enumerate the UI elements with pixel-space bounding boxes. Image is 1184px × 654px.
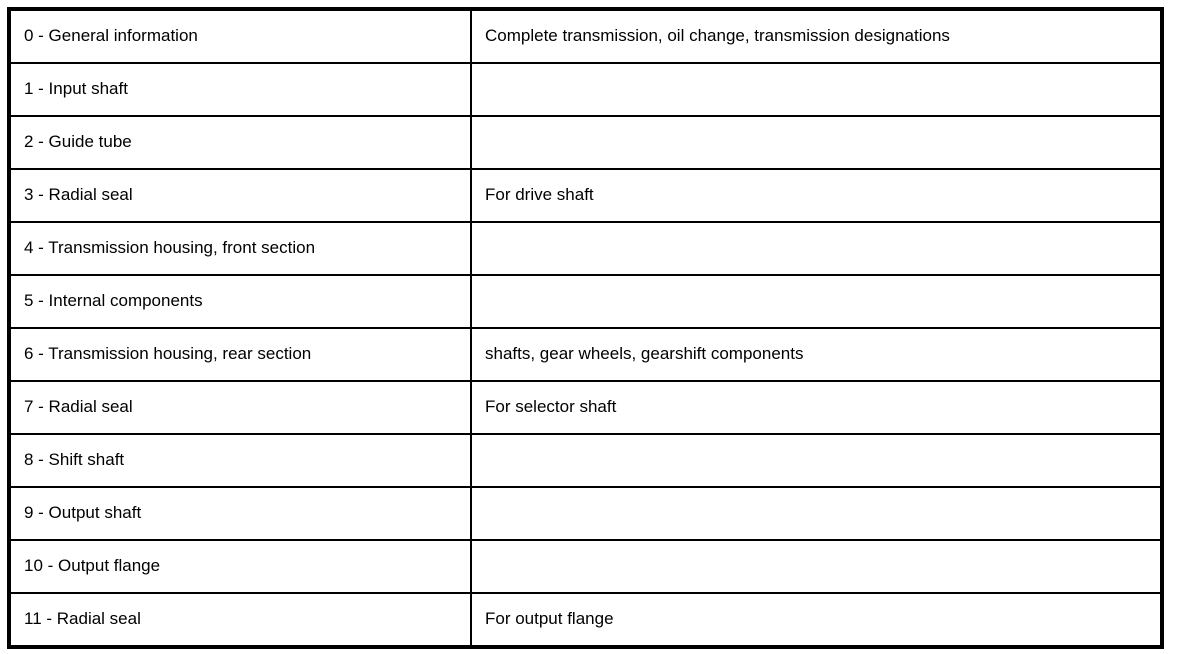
repair-group-cell xyxy=(9,540,471,593)
description-cell xyxy=(471,169,1162,222)
repair-group-cell xyxy=(9,381,471,434)
table-row xyxy=(9,275,1162,328)
description-label: shafts, gear wheels, gearshift components xyxy=(485,344,804,364)
description-cell xyxy=(471,275,1162,328)
repair-group-cell xyxy=(9,63,471,116)
repair-group-cell xyxy=(9,169,471,222)
repair-group-cell xyxy=(9,328,471,381)
table-row xyxy=(9,116,1162,169)
repair-group-label: 7 - Radial seal xyxy=(24,397,133,417)
table-row xyxy=(9,9,1162,63)
table-row xyxy=(9,487,1162,540)
repair-group-label: 3 - Radial seal xyxy=(24,185,133,205)
repair-group-cell xyxy=(9,487,471,540)
repair-group-label: 5 - Internal components xyxy=(24,291,203,311)
description-cell xyxy=(471,116,1162,169)
repair-group-cell xyxy=(9,9,471,63)
repair-group-label: 8 - Shift shaft xyxy=(24,450,125,470)
description-cell xyxy=(471,381,1162,434)
table-row xyxy=(9,434,1162,487)
repair-groups-table xyxy=(7,7,1164,649)
description-cell xyxy=(471,434,1162,487)
table-row xyxy=(9,63,1162,116)
repair-group-label: 4 - Transmission housing, front section xyxy=(24,238,316,258)
description-cell xyxy=(471,63,1162,116)
table-row xyxy=(9,593,1162,647)
table-row xyxy=(9,169,1162,222)
description-label: For drive shaft xyxy=(485,185,594,205)
table-row xyxy=(9,222,1162,275)
repair-group-cell xyxy=(9,434,471,487)
description-cell xyxy=(471,487,1162,540)
repair-group-cell xyxy=(9,116,471,169)
repair-group-label: 11 - Radial seal xyxy=(24,609,141,629)
description-cell xyxy=(471,222,1162,275)
description-label: Complete transmission, oil change, transmission designations xyxy=(485,26,950,46)
repair-group-cell xyxy=(9,222,471,275)
description-label: For selector shaft xyxy=(485,397,617,417)
repair-group-label: 1 - Input shaft xyxy=(24,79,128,99)
table-row xyxy=(9,328,1162,381)
repair-group-label: 2 - Guide tube xyxy=(24,132,132,152)
description-cell xyxy=(471,540,1162,593)
table-row xyxy=(9,540,1162,593)
repair-group-cell xyxy=(9,275,471,328)
repair-group-label: 6 - Transmission housing, rear section xyxy=(24,344,312,364)
repair-group-label: 10 - Output flange xyxy=(24,556,161,576)
table-row xyxy=(9,381,1162,434)
repair-groups-table-body xyxy=(9,9,1162,647)
repair-group-label: 9 - Output shaft xyxy=(24,503,142,523)
repair-group-cell xyxy=(9,593,471,647)
description-cell xyxy=(471,593,1162,647)
repair-group-label: 0 - General information xyxy=(24,26,198,46)
description-cell xyxy=(471,9,1162,63)
description-cell xyxy=(471,328,1162,381)
description-label: For output flange xyxy=(485,609,614,629)
